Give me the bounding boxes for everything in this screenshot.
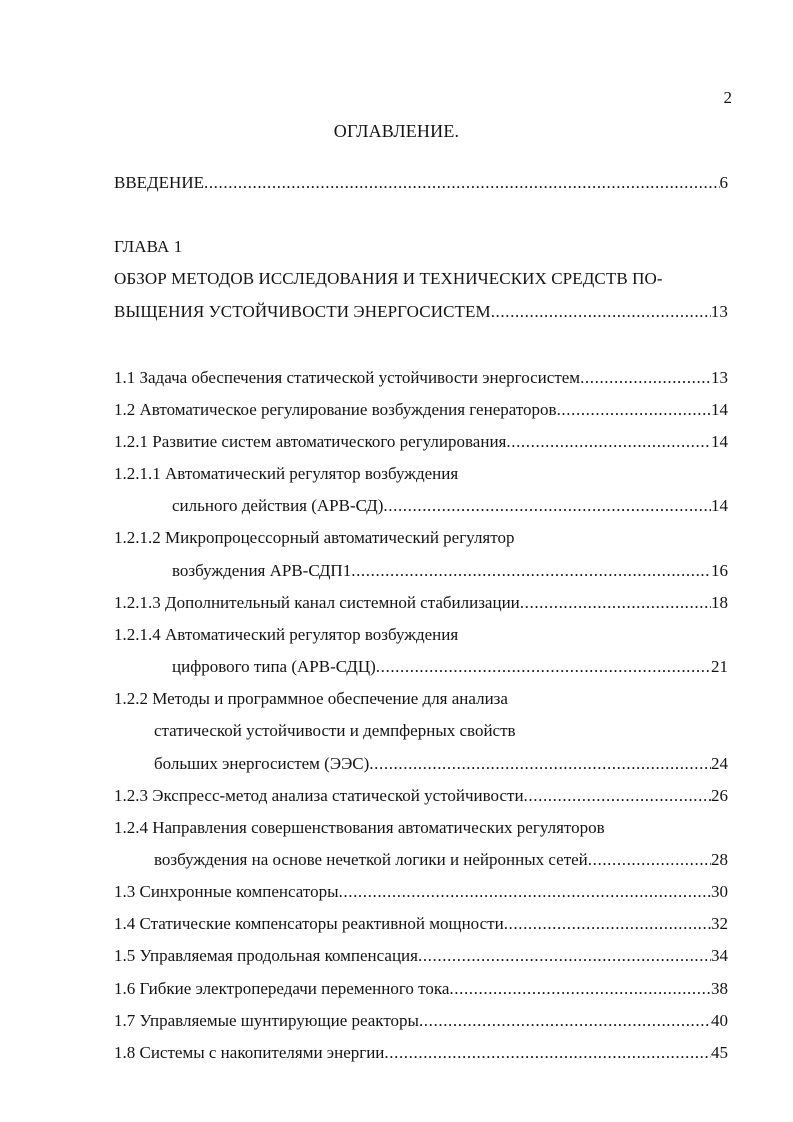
toc-entry-title: 1.2.1 Развитие систем автоматического регулирования [114, 432, 507, 451]
toc-entry-title: 1.7 Управляемые шунтирующие реакторы [114, 1011, 419, 1030]
toc-entry-page: 16 [711, 561, 728, 580]
toc-entry-title: статической устойчивости и демпферных свойств [154, 721, 516, 740]
dot-leader [384, 1040, 711, 1066]
toc-entry-title: 1.2 Автоматическое регулирование возбуждения генераторов [114, 400, 557, 419]
toc-entry-title: 1.2.1.1 Автоматический регулятор возбуждения [114, 464, 459, 483]
toc-entry[interactable] [114, 976, 728, 1002]
dot-leader [524, 783, 711, 809]
dot-leader [504, 911, 711, 937]
dot-leader [449, 976, 711, 1002]
chapter-label: ГЛАВА 1 [114, 237, 183, 256]
toc-entry[interactable] [154, 847, 728, 873]
toc-entry-title: 1.2.3 Экспресс-метод анализа статической устойчивости [114, 786, 524, 805]
toc-entry[interactable] [114, 397, 728, 423]
page-number: 2 [723, 88, 732, 107]
toc-entry[interactable] [114, 429, 728, 455]
toc-entry-page: 28 [711, 850, 728, 869]
toc-entry-title: ВВЕДЕНИЕ [114, 173, 204, 192]
toc-entry-title: 1.2.1.2 Микропроцессорный автоматический регулятор [114, 528, 515, 547]
toc-entry-title: возбуждения АРВ-СДП1 [172, 561, 352, 580]
toc-entry-page: 40 [711, 1011, 728, 1030]
dot-leader [419, 1008, 711, 1034]
dot-leader [351, 558, 711, 584]
toc-entry-title: 1.2.1.4 Автоматический регулятор возбуждения [114, 625, 459, 644]
toc-entry-title: сильного действия (АРВ-СД) [172, 496, 384, 515]
toc-entry-page: 24 [711, 754, 728, 773]
toc-entry-page: 13 [711, 368, 728, 387]
toc-entry-intro[interactable] [114, 170, 728, 196]
dot-leader [383, 493, 711, 519]
toc-entry-line2[interactable] [154, 718, 728, 744]
dot-leader [369, 751, 711, 777]
toc-entry-title: цифрового типа (АРВ-СДЦ) [172, 657, 376, 676]
dot-leader [491, 299, 711, 325]
toc-entry-page: 13 [710, 302, 728, 321]
toc-entry-title: 1.5 Управляемая продольная компенсация [114, 946, 418, 965]
toc-entry-page: 38 [711, 979, 728, 998]
toc-entry-line1[interactable] [114, 525, 728, 551]
toc-entry-title: возбуждения на основе нечеткой логики и нейронных сетей [154, 850, 588, 869]
toc-entry-title: 1.4 Статические компенсаторы реактивной мощности [114, 914, 504, 933]
toc-entry-title: 1.6 Гибкие электропередачи переменного тока [114, 979, 450, 998]
toc-entry[interactable] [114, 590, 728, 616]
dot-leader [557, 397, 711, 423]
toc-entry[interactable] [114, 1040, 728, 1066]
toc-entry-page: 45 [711, 1043, 728, 1062]
toc-entry-line1[interactable] [114, 686, 728, 712]
toc-entry-page: 32 [711, 914, 728, 933]
toc-entry-page: 21 [711, 657, 728, 676]
dot-leader [506, 429, 711, 455]
toc-entry-page: 14 [711, 400, 728, 419]
toc-entry[interactable] [172, 654, 728, 680]
chapter-title-line2: ВЫЩЕНИЯ УСТОЙЧИВОСТИ ЭНЕРГОСИСТЕМ [114, 302, 491, 321]
toc-entry[interactable] [172, 558, 728, 584]
toc-entry-page: 18 [711, 593, 728, 612]
toc-entry[interactable] [114, 1008, 728, 1034]
toc-entry-title: больших энергосистем (ЭЭС) [154, 754, 370, 773]
toc-entry[interactable] [114, 365, 728, 391]
toc-entry[interactable] [172, 493, 728, 519]
toc-entry-title: 1.2.2 Методы и программное обеспечение для анализа [114, 689, 508, 708]
dot-leader [339, 879, 711, 905]
toc-entry-page: 6 [719, 173, 728, 192]
dot-leader [204, 170, 720, 196]
toc-entry-chapter[interactable] [114, 299, 728, 325]
toc-entry[interactable] [154, 751, 728, 777]
toc-entry-page: 26 [711, 786, 728, 805]
toc-entry-page: 14 [711, 432, 728, 451]
toc-entry-line1[interactable] [114, 461, 728, 487]
dot-leader [418, 943, 711, 969]
toc-entry-page: 14 [711, 496, 728, 515]
dot-leader [588, 847, 711, 873]
toc-entry[interactable] [114, 879, 728, 905]
toc-entry-title: 1.1 Задача обеспечения статической устойчивости энергосистем [114, 368, 581, 387]
toc-entry[interactable] [114, 911, 728, 937]
toc-entry-page: 30 [711, 882, 728, 901]
toc-title: ОГЛАВЛЕНИЕ. [333, 121, 460, 141]
toc-entry-title: 1.3 Синхронные компенсаторы [114, 882, 339, 901]
toc-entry[interactable] [114, 943, 728, 969]
dot-leader [520, 590, 711, 616]
dot-leader [376, 654, 711, 680]
toc-entry-page: 34 [711, 946, 728, 965]
chapter-title-line1: ОБЗОР МЕТОДОВ ИССЛЕДОВАНИЯ И ТЕХНИЧЕСКИХ СРЕДСТВ ПО- [114, 269, 663, 288]
toc-entry-title: 1.8 Системы с накопителями энергии [114, 1043, 385, 1062]
toc-entry[interactable] [114, 783, 728, 809]
toc-entry-line1[interactable] [114, 815, 728, 841]
toc-entry-title: 1.2.4 Направления совершенствования автоматических регуляторов [114, 818, 605, 837]
toc-entry-title: 1.2.1.3 Дополнительный канал системной стабилизации [114, 593, 520, 612]
dot-leader [580, 365, 711, 391]
toc-entry-line1[interactable] [114, 622, 728, 648]
